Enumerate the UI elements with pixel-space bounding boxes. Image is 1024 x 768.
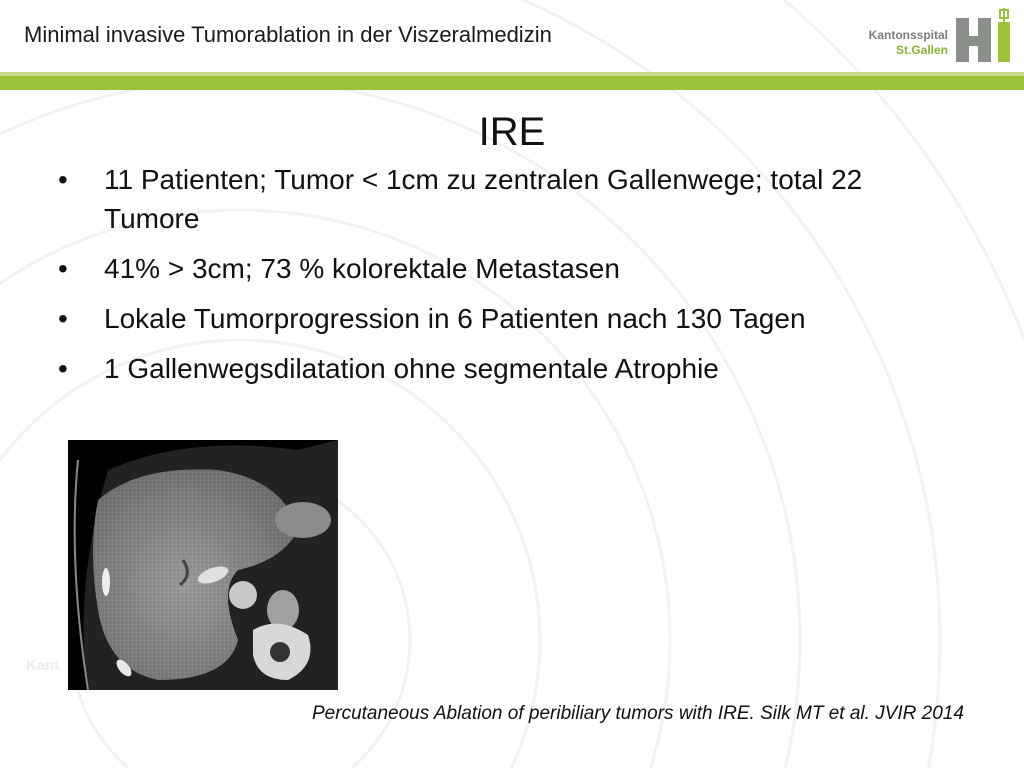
- bullet-marker: •: [58, 353, 68, 384]
- bullet-item: [58, 160, 938, 238]
- citation-text: Percutaneous Ablation of peribiliary tumors with IRE. Silk MT et al. JVIR 2014: [312, 703, 964, 724]
- bullet-marker: •: [58, 253, 68, 284]
- ct-scan-image: [68, 440, 338, 690]
- bullet-text: 11 Patienten; Tumor < 1cm zu zentralen Gallenwege; total 22 Tumore: [104, 164, 863, 234]
- header-title: Minimal invasive Tumorablation in der Viszeralmedizin: [24, 22, 552, 47]
- logo-text-line2: St.Gallen: [895, 43, 948, 57]
- bullet-item: [58, 299, 938, 338]
- logo-h-icon: [956, 8, 1014, 64]
- hospital-logo: [868, 8, 1018, 64]
- watermark-text: Kant: [26, 657, 60, 674]
- bullet-item: [58, 349, 938, 388]
- slide-title: IRE: [478, 110, 546, 154]
- logo-text-line1: Kantonsspital: [868, 28, 948, 42]
- bullet-text: Lokale Tumorprogression in 6 Patienten nach 130 Tagen: [104, 303, 806, 334]
- bullet-text: 1 Gallenwegsdilatation ohne segmentale Atrophie: [104, 353, 719, 384]
- bullet-text: 41% > 3cm; 73 % kolorektale Metastasen: [104, 253, 620, 284]
- bullet-list: [58, 160, 938, 399]
- bullet-item: [58, 249, 938, 288]
- header-green-band: [0, 72, 1024, 90]
- bullet-marker: •: [58, 164, 68, 195]
- bullet-marker: •: [58, 303, 68, 334]
